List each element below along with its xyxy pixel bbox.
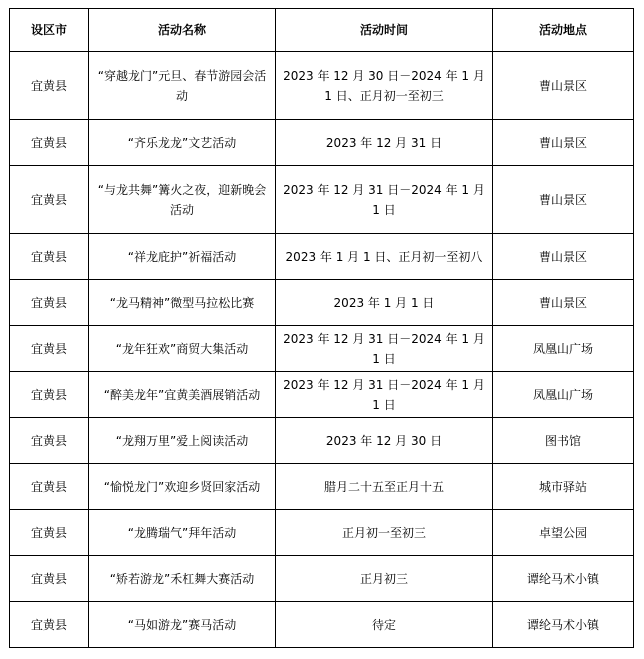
- header-activity-name: 活动名称: [89, 9, 276, 52]
- table-header-row: [10, 9, 634, 52]
- cell-activity-place: 曹山景区: [493, 52, 634, 120]
- cell-city: 宜黄县: [10, 464, 89, 510]
- cell-activity-time: 正月初三: [276, 556, 493, 602]
- header-activity-time: 活动时间: [276, 9, 493, 52]
- cell-activity-name: “马如游龙”赛马活动: [89, 602, 276, 648]
- cell-activity-time: 2023 年 12 月 31 日－2024 年 1 月 1 日: [276, 372, 493, 418]
- cell-activity-time: 2023 年 1 月 1 日、正月初一至初八: [276, 234, 493, 280]
- table-row: [10, 234, 634, 280]
- cell-activity-place: 曹山景区: [493, 166, 634, 234]
- cell-activity-time: 2023 年 12 月 30 日－2024 年 1 月 1 日、正月初一至初三: [276, 52, 493, 120]
- cell-activity-place: 曹山景区: [493, 280, 634, 326]
- cell-activity-name: “愉悦龙门”欢迎乡贤回家活动: [89, 464, 276, 510]
- cell-activity-place: 图书馆: [493, 418, 634, 464]
- cell-activity-time: 2023 年 12 月 30 日: [276, 418, 493, 464]
- cell-city: 宜黄县: [10, 556, 89, 602]
- cell-activity-name: “矫若游龙”禾杠舞大赛活动: [89, 556, 276, 602]
- cell-activity-time: 正月初一至初三: [276, 510, 493, 556]
- table-row: [10, 602, 634, 648]
- cell-activity-name: “齐乐龙龙”文艺活动: [89, 120, 276, 166]
- table-row: [10, 52, 634, 120]
- table-row: [10, 464, 634, 510]
- cell-activity-time: 2023 年 12 月 31 日－2024 年 1 月 1 日: [276, 166, 493, 234]
- cell-city: 宜黄县: [10, 372, 89, 418]
- cell-activity-place: 城市驿站: [493, 464, 634, 510]
- cell-activity-name: “龙年狂欢”商贸大集活动: [89, 326, 276, 372]
- cell-activity-name: “龙腾瑞气”拜年活动: [89, 510, 276, 556]
- cell-activity-place: 谭纶马术小镇: [493, 602, 634, 648]
- cell-activity-name: “穿越龙门”元旦、春节游园会活动: [89, 52, 276, 120]
- table-row: [10, 556, 634, 602]
- cell-activity-time: 腊月二十五至正月十五: [276, 464, 493, 510]
- cell-activity-place: 曹山景区: [493, 234, 634, 280]
- cell-activity-place: 卓望公园: [493, 510, 634, 556]
- cell-activity-name: “与龙共舞”篝火之夜，迎新晚会活动: [89, 166, 276, 234]
- cell-city: 宜黄县: [10, 326, 89, 372]
- table-row: [10, 166, 634, 234]
- table-row: [10, 120, 634, 166]
- cell-city: 宜黄县: [10, 418, 89, 464]
- cell-city: 宜黄县: [10, 234, 89, 280]
- cell-activity-name: “祥龙庇护”祈福活动: [89, 234, 276, 280]
- cell-city: 宜黄县: [10, 510, 89, 556]
- cell-activity-name: “醉美龙年”宜黄美酒展销活动: [89, 372, 276, 418]
- cell-activity-place: 凤凰山广场: [493, 326, 634, 372]
- table-row: [10, 372, 634, 418]
- cell-city: 宜黄县: [10, 166, 89, 234]
- cell-activity-place: 谭纶马术小镇: [493, 556, 634, 602]
- table-row: [10, 510, 634, 556]
- cell-city: 宜黄县: [10, 52, 89, 120]
- cell-activity-name: “龙马精神”微型马拉松比赛: [89, 280, 276, 326]
- cell-activity-place: 凤凰山广场: [493, 372, 634, 418]
- cell-activity-time: 待定: [276, 602, 493, 648]
- header-activity-place: 活动地点: [493, 9, 634, 52]
- table-row: [10, 418, 634, 464]
- cell-activity-time: 2023 年 1 月 1 日: [276, 280, 493, 326]
- cell-city: 宜黄县: [10, 280, 89, 326]
- cell-activity-time: 2023 年 12 月 31 日: [276, 120, 493, 166]
- cell-activity-place: 曹山景区: [493, 120, 634, 166]
- header-city: 设区市: [10, 9, 89, 52]
- table-row: [10, 326, 634, 372]
- cell-city: 宜黄县: [10, 602, 89, 648]
- table-row: [10, 280, 634, 326]
- cell-activity-time: 2023 年 12 月 31 日－2024 年 1 月 1 日: [276, 326, 493, 372]
- cell-activity-name: “龙翔万里”爱上阅读活动: [89, 418, 276, 464]
- activity-table: [9, 8, 634, 648]
- cell-city: 宜黄县: [10, 120, 89, 166]
